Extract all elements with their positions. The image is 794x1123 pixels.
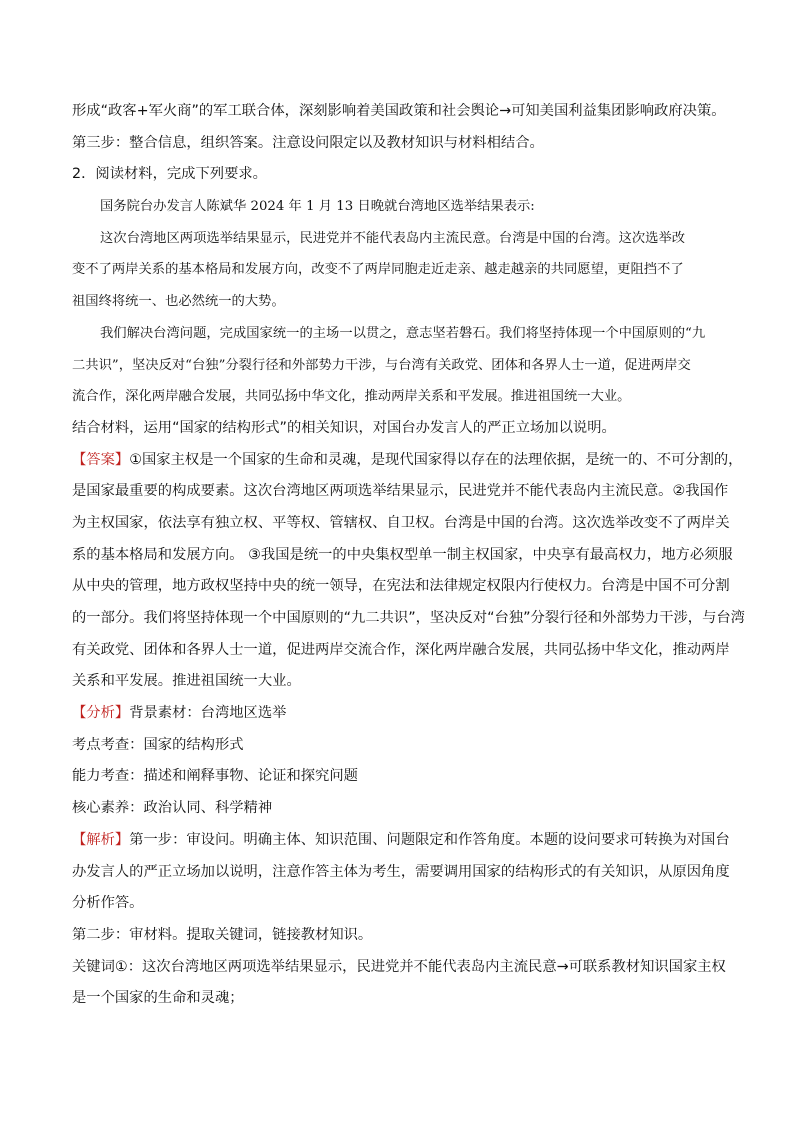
explanation-line: 办发言人的严正立场加以说明，注意作答主体为考生，需要调用国家的结构形式的有关知识，从原因角度	[72, 863, 730, 880]
question-heading: 2．阅读材料，完成下列要求。	[72, 166, 267, 183]
answer-line	[72, 445, 743, 477]
analysis-line	[72, 698, 732, 730]
answer-line: 是国家最重要的构成要素。这次台湾地区两项选举结果显示，民进党并不能代表岛内主流民意。②我国作	[72, 483, 729, 500]
material-line: 二共识”，坚决反对“台独”分裂行径和外部势力干涉，与台湾有关政党、团体和各界人士一道，促进两岸交	[72, 357, 691, 373]
material-line: 祖国终将统一、也必然统一的大势。	[72, 294, 285, 310]
explanation-line	[72, 825, 732, 857]
question-text: 结合材料，运用“国家的结构形式”的相关知识，对国台办发言人的严正立场加以说明。	[72, 419, 616, 436]
material-line: 国务院台办发言人陈斌华 2024 年 1 月 13 日晚就台湾地区选举结果表示:	[100, 199, 535, 215]
answer-line: 系的基本格局和发展方向。 ③我国是统一的中央集权型单一制主权国家，中央享有最高权力，地方必须服	[72, 546, 733, 563]
answer-line: 的一部分。我们将坚持体现一个中国原则的“九二共识”，坚决反对“台独”分裂行径和外部势力干涉，与台湾	[72, 610, 745, 626]
material-line: 我们解决台湾问题，完成国家统一的主场一以贯之，意志坚若磐石。我们将坚持体现一个中国原则的“九	[100, 325, 706, 341]
keyword-line: 是一个国家的生命和灵魂；	[72, 990, 244, 1007]
analysis-literacy: 核心素养：政治认同、科学精神	[72, 800, 273, 817]
explanation-text: 第一步：审设问。明确主体、知识范围、问题限定和作答角度。本题的设问要求可转换为对国台	[129, 831, 730, 848]
answer-line: 有关政党、团体和各界人士一道，促进两岸交流合作，深化两岸融合发展，共同弘扬中华文化，推动两岸	[72, 641, 730, 658]
material-line: 流合作，深化两岸融合发展，共同弘扬中华文化，推动两岸关系和平发展。推进祖国统一大业。	[72, 389, 631, 405]
material-line: 这次台湾地区两项选举结果显示，民进党并不能代表岛内主流民意。台湾是中国的台湾。这次选举改	[100, 230, 686, 246]
text-line: 形成“政客+军火商”的军工联合体，深刻影响着美国政策和社会舆论→可知美国利益集团影响政府决策。	[72, 103, 726, 119]
text-line: 第三步：整合信息，组织答案。注意设问限定以及教材知识与材料相结合。	[72, 134, 544, 151]
explanation-tag: 【解析】	[72, 831, 130, 848]
answer-text: ①国家主权是一个国家的生命和灵魂，是现代国家得以存在的法理依据，是统一的、不可分割的，	[129, 451, 743, 468]
analysis-tag: 【分析】	[72, 705, 130, 722]
keyword-line: 关键词①：这次台湾地区两项选举结果显示，民进党并不能代表岛内主流民意→可联系教材知识国家主权	[72, 958, 726, 975]
analysis-background: 背景素材：台湾地区选举	[129, 705, 287, 722]
document-page	[72, 96, 745, 1015]
answer-line: 为主权国家，依法享有独立权、平等权、管辖权、自卫权。台湾是中国的台湾。这次选举改变不了两岸关	[72, 514, 730, 531]
answer-line: 关系和平发展。推进祖国统一大业。	[72, 673, 301, 690]
explanation-line: 分析作答。	[72, 895, 144, 912]
answer-tag: 【答案】	[72, 451, 130, 468]
analysis-knowledge: 考点考查：国家的结构形式	[72, 736, 244, 753]
answer-line: 从中央的管理，地方政权坚持中央的统一领导，在宪法和法律规定权限内行使权力。台湾是中国不可分割	[72, 578, 730, 595]
explanation-step2: 第二步：审材料。提取关键词，链接教材知识。	[72, 926, 373, 943]
analysis-ability: 能力考查：描述和阐释事物、论证和探究问题	[72, 768, 358, 785]
material-line: 变不了两岸关系的基本格局和发展方向，改变不了两岸同胞走近走亲、越走越亲的共同愿望，更阻挡不了	[72, 262, 684, 278]
